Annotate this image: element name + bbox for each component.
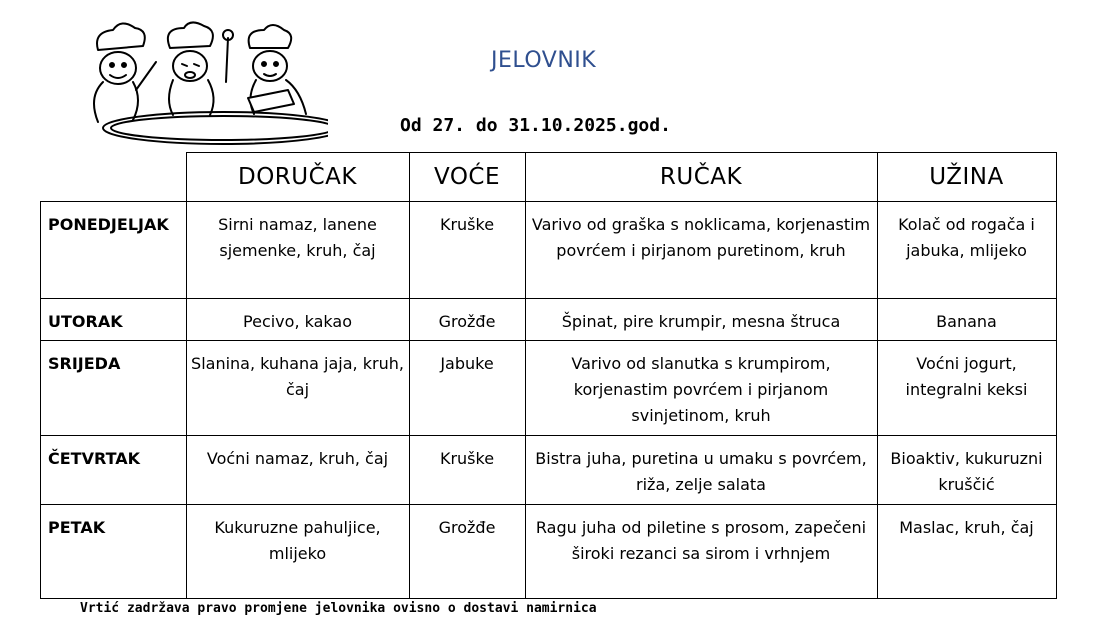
- footnote: Vrtić zadržava pravo promjene jelovnika ovisno o dostavi namirnica: [80, 601, 597, 616]
- day-cell: PETAK: [41, 505, 187, 599]
- breakfast-cell: Voćni namaz, kruh, čaj: [186, 436, 409, 505]
- day-cell: PONEDJELJAK: [41, 202, 187, 299]
- breakfast-cell: Slanina, kuhana jaja, kruh, čaj: [186, 341, 409, 436]
- day-cell: UTORAK: [41, 299, 187, 341]
- table-row: [41, 436, 1057, 505]
- lunch-cell: Ragu juha od piletine s prosom, zapečeni široki rezanci sa sirom i vrhnjem: [525, 505, 877, 599]
- lunch-cell: Varivo od graška s noklicama, korjenastim povrćem i pirjanom puretinom, kruh: [525, 202, 877, 299]
- breakfast-cell: Sirni namaz, lanene sjemenke, kruh, čaj: [186, 202, 409, 299]
- snack-cell: Bioaktiv, kukuruzni kruščić: [877, 436, 1056, 505]
- day-cell: SRIJEDA: [41, 341, 187, 436]
- breakfast-cell: Kukuruzne pahuljice, mlijeko: [186, 505, 409, 599]
- fruit-cell: Grožđe: [409, 505, 525, 599]
- fruit-cell: Kruške: [409, 436, 525, 505]
- date-range: Od 27. do 31.10.2025.god.: [400, 115, 671, 136]
- table-row: [41, 299, 1057, 341]
- menu-table: [40, 152, 1057, 599]
- lunch-cell: Bistra juha, puretina u umaku s povrćem, riža, zelje salata: [525, 436, 877, 505]
- table-row: [41, 341, 1057, 436]
- snack-cell: Voćni jogurt, integralni keksi: [877, 341, 1056, 436]
- snack-cell: Maslac, kruh, čaj: [877, 505, 1056, 599]
- fruit-cell: Grožđe: [409, 299, 525, 341]
- table-row: [41, 202, 1057, 299]
- lunch-cell: Špinat, pire krumpir, mesna štruca: [525, 299, 877, 341]
- corner-cell: [41, 153, 187, 202]
- breakfast-cell: Pecivo, kakao: [186, 299, 409, 341]
- col-header-lunch: RUČAK: [525, 153, 877, 202]
- day-cell: ČETVRTAK: [41, 436, 187, 505]
- chefs-illustration: [78, 20, 328, 152]
- snack-cell: Banana: [877, 299, 1056, 341]
- col-header-snack: UŽINA: [877, 153, 1056, 202]
- col-header-fruit: VOĆE: [409, 153, 525, 202]
- header-row: [41, 153, 1057, 202]
- snack-cell: Kolač od rogača i jabuka, mlijeko: [877, 202, 1056, 299]
- fruit-cell: Jabuke: [409, 341, 525, 436]
- fruit-cell: Kruške: [409, 202, 525, 299]
- lunch-cell: Varivo od slanutka s krumpirom, korjenastim povrćem i pirjanom svinjetinom, kruh: [525, 341, 877, 436]
- table-row: [41, 505, 1057, 599]
- col-header-breakfast: DORUČAK: [186, 153, 409, 202]
